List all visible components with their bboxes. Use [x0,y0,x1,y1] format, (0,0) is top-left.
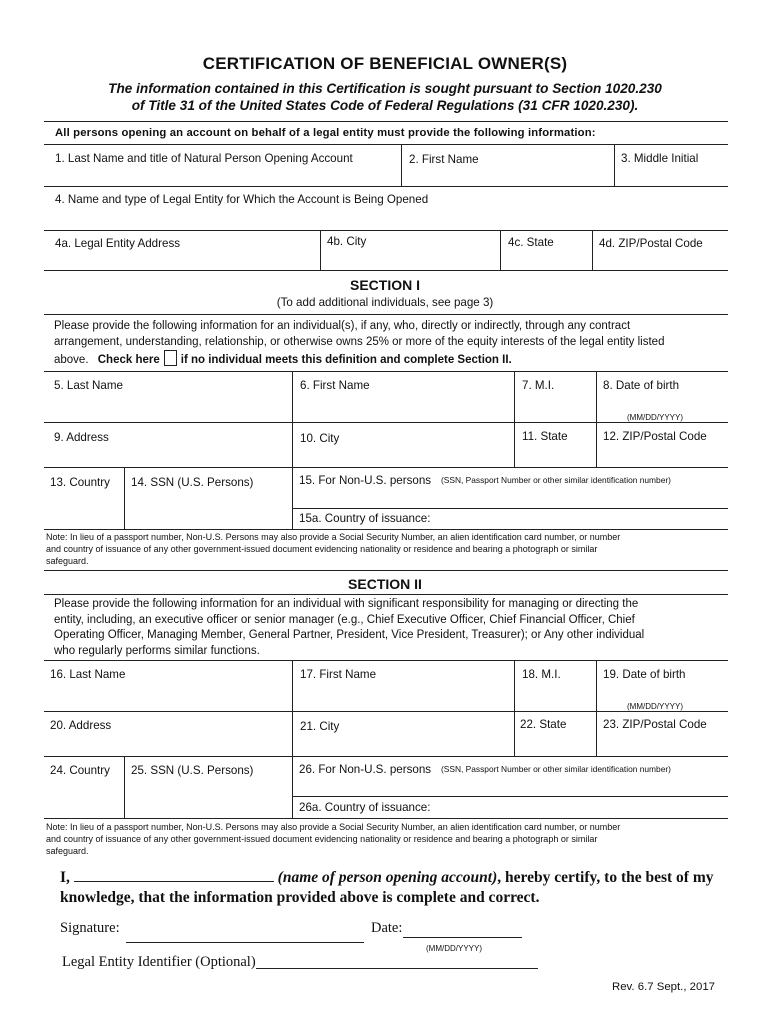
lei-label: Legal Entity Identifier (Optional) [62,954,256,970]
date-format-hint: (MM/DD/YYYY) [627,413,683,422]
field-label: 18. M.I. [522,668,561,681]
section-2-title: SECTION II [348,576,422,592]
field-label: 3. Middle Initial [621,152,699,165]
divider [292,371,293,422]
name-hint: (name of person opening account) [277,869,498,886]
divider [44,422,728,423]
divider [292,422,293,467]
divider [514,371,515,422]
field-label: 15a. Country of issuance: [299,512,431,525]
date-label: Date: [371,920,403,936]
divider [44,818,728,819]
field-label: 7. M.I. [522,379,555,392]
divider [514,660,515,711]
divider [44,371,728,372]
field-label: 2. First Name [409,153,479,166]
field-label: 23. ZIP/Postal Code [603,718,707,731]
form-subtitle-line1: The information contained in this Certification is sought pursuant to Section 1020.230 [108,81,662,96]
field-label: 8. Date of birth [603,379,680,392]
divider [44,467,728,468]
divider [292,508,728,509]
divider [596,422,597,467]
date-line[interactable] [403,937,522,938]
divider [401,144,402,186]
divider [292,660,293,711]
opener-name-line[interactable] [74,881,274,882]
divider [292,467,293,529]
divider [44,314,728,315]
divider [44,660,728,661]
field-label: 1. Last Name and title of Natural Person Opening Account [55,152,353,165]
field-label: 4d. ZIP/Postal Code [599,237,703,250]
divider [44,756,728,757]
divider [44,270,728,271]
field-label: 21. City [300,720,340,733]
no-individual-checkbox[interactable] [164,350,177,366]
field-label: 14. SSN (U.S. Persons) [131,476,254,489]
field-label: 6. First Name [300,379,370,392]
section-2-instructions: Please provide the following information for an individual with significant responsibility for managing or directing the entity, including, an executive officer or senior manager (e.g., Chief Executive Officer, Chief Financial Officer, Chief Operating Officer, Managing Member, General Partner, President, Vice President, Treasurer); or Any other individual who regularly performs similar functions. [54,598,645,657]
field-label: 4b. City [327,235,367,248]
field-label: 19. Date of birth [603,668,686,681]
divider [292,756,293,818]
certification-statement: I, (name of person opening account), hereby certify, to the best of my knowledge, that the information provided above is complete and correct. [60,869,714,906]
divider [44,570,728,571]
field-label: 9. Address [54,431,109,444]
lei-line[interactable] [256,968,538,969]
field-label: 13. Country [50,476,110,489]
divider [44,121,728,122]
divider [44,594,728,595]
divider [292,711,293,756]
divider [44,230,728,231]
field-label: 22. State [520,718,567,731]
field-label: 5. Last Name [54,379,123,392]
revision-label: Rev. 6.7 Sept., 2017 [612,981,716,993]
divider [44,529,728,530]
date-format-hint: (MM/DD/YYYY) [627,702,683,711]
divider [500,230,501,270]
field-label: 12. ZIP/Postal Code [603,430,707,443]
field-label: 24. Country [50,764,110,777]
field-label: 16. Last Name [50,668,126,681]
field-label: 4c. State [508,236,554,249]
section-1-title: SECTION I [349,277,420,293]
form-title: CERTIFICATION OF BENEFICIAL OWNER(S) [202,54,568,73]
field-label: 11. State [522,430,568,443]
divider [124,756,125,818]
divider [514,422,515,467]
field-label: 26a. Country of issuance: [299,801,431,814]
date-format-hint: (MM/DD/YYYY) [426,944,482,953]
field-label: 15. For Non-U.S. persons [299,474,432,487]
divider [44,711,728,712]
divider [596,371,597,422]
divider [596,660,597,711]
divider [596,711,597,756]
divider [514,711,515,756]
field-label: 17. First Name [300,668,377,681]
section-1-subtitle: (To add additional individuals, see page 3) [276,296,494,309]
divider [292,796,728,797]
signature-label: Signature: [60,920,120,936]
field-hint: (SSN, Passport Number or other similar identification number) [441,475,671,485]
field-last-name-title[interactable] [44,144,728,186]
field-label: 4. Name and type of Legal Entity for Which the Account is Being Opened [55,193,429,206]
divider [614,144,615,186]
form-subtitle-line2: of Title 31 of the United States Code of Federal Regulations (31 CFR 1020.230). [131,98,639,113]
divider [124,467,125,529]
field-label: 26. For Non-U.S. persons [299,763,432,776]
field-label: 20. Address [50,719,112,732]
field-label: 4a. Legal Entity Address [55,237,181,250]
divider [320,230,321,270]
intro-text: All persons opening an account on behalf of a legal entity must provide the following information: [55,127,596,139]
field-hint: (SSN, Passport Number or other similar identification number) [441,764,671,774]
section-2-note: Note: In lieu of a passport number, Non-U.S. Persons may also provide a Social Security Number, an alien identification card number, or number and country of issuance of any other government-issued document evidencing nationality or residence and bearing a photograph or similar safeguard. [46,822,621,856]
signature-line[interactable] [126,942,364,943]
divider [44,186,728,187]
section-1-instructions: Please provide the following information for an individual(s), if any, who, directly or indirectly, through any contract arrangement, understanding, relationship, or otherwise owns 25% or more of the equity interests of the legal entity listed above. Check here if no individual meets this definition and complete Section II. [54,320,665,366]
divider [592,230,593,270]
field-label: 25. SSN (U.S. Persons) [131,764,254,777]
section-1-note: Note: In lieu of a passport number, Non-U.S. Persons may also provide a Social Security Number, an alien identification card number, or number and country of issuance of any other government-issued document evidencing nationality or residence and bearing a photograph or similar safeguard. [46,532,621,566]
field-label: 10. City [300,432,340,445]
